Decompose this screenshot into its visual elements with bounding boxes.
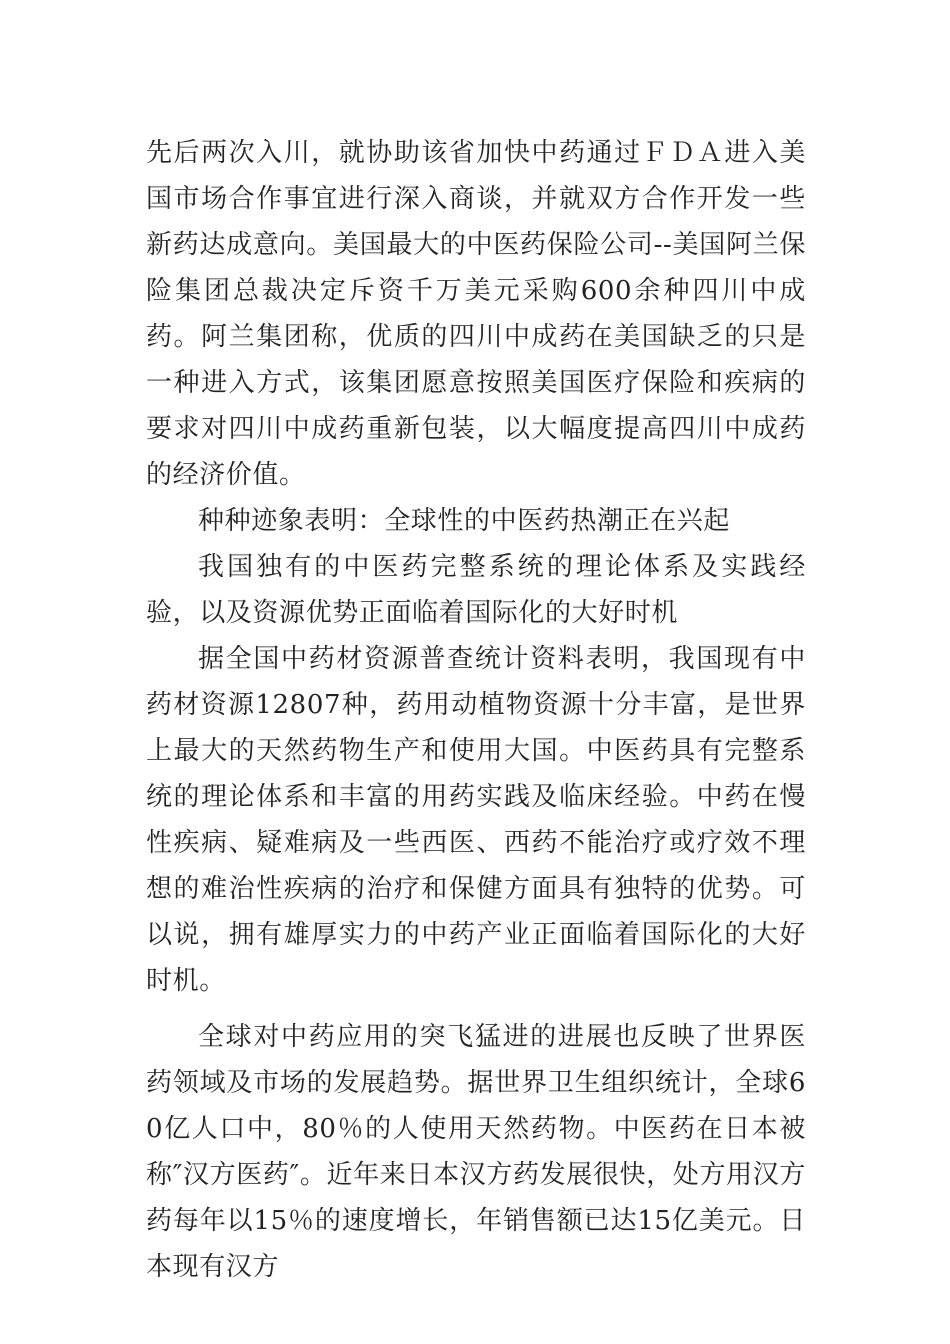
paragraph-global-trend: 种种迹象表明：全球性的中医药热潮正在兴起 [198,506,731,536]
paragraph-resource-survey: 据全国中药材资源普查统计资料表明，我国现有中药材资源12807种，药用动植物资源十分丰富，是世界上最大的天然药物生产和使用大国。中医药具有完整系统的理论体系和丰富的用药实践及临床经验。中药在慢性疾病、疑难病及一些西医、西药不能治疗或疗效不理想的难治性疾病的治疗和保健方面具有独特的优势。可以说，拥有雄厚实力的中药产业正面临着国际化的大好时机。 [146,644,806,996]
paragraph-tcm-system: 我国独有的中医药完整系统的理论体系及实践经验，以及资源优势正面临着国际化的大好时机 [146,552,806,628]
paragraph-fda-sichuan: 先后两次入川，就协助该省加快中药通过ＦＤＡ进入美国市场合作事宜进行深入商谈，并就双方合作开发一些新药达成意向。美国最大的中医药保险公司--美国阿兰保险集团总裁决定斥资千万美元采购600余种四川中成药。阿兰集团称，优质的四川中成药在美国缺乏的只是一种进入方式，该集团愿意按照美国医疗保险和疾病的要求对四川中成药重新包装，以大幅度提高四川中成药的经济价值。 [146,138,806,490]
paragraph-world-market: 全球对中药应用的突飞猛进的进展也反映了世界医药领域及市场的发展趋势。据世界卫生组织统计，全球60亿人口中，80％的人使用天然药物。中医药在日本被称″汉方医药″。近年来日本汉方药发展很快，处方用汉方药每年以15％的速度增长，年销售额已达15亿美元。日本现有汉方 [146,1022,806,1282]
document-body [146,130,806,1290]
